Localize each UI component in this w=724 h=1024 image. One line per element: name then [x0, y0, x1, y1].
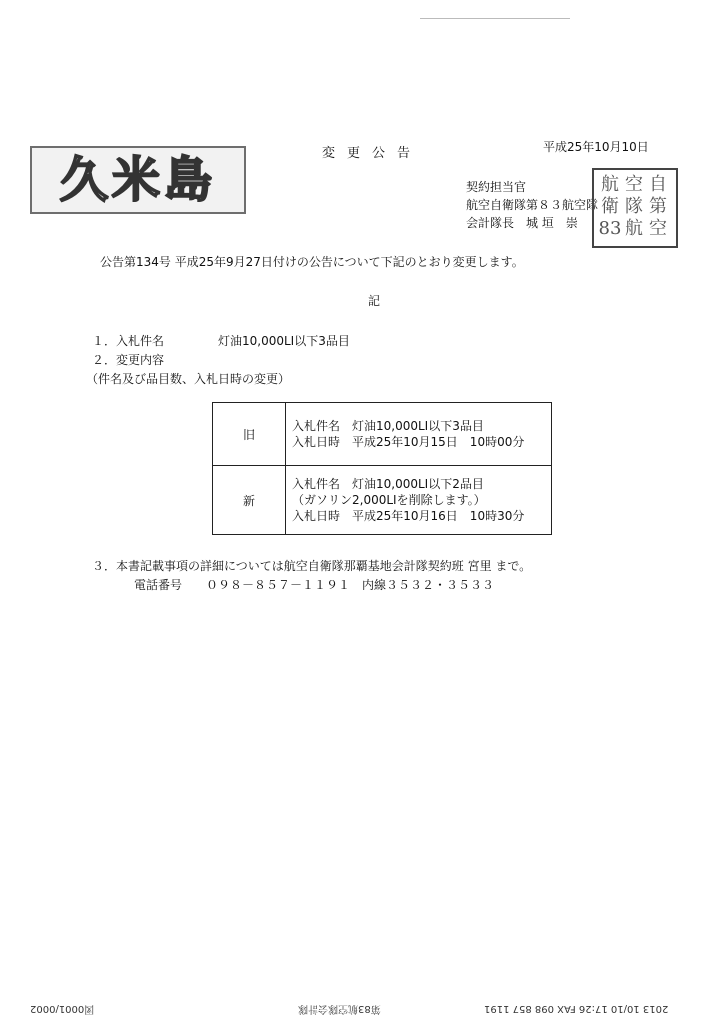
sender-name: 会計隊長 城 垣 崇 — [466, 216, 578, 230]
seal-char: 自 — [649, 174, 667, 195]
footer-page-count: 図0001/0002 — [30, 1003, 95, 1014]
notice-date: 平成25年10月10日 — [543, 140, 649, 154]
new-detail — [286, 466, 552, 535]
ki-heading: 記 — [368, 294, 381, 308]
lead-paragraph: 公告第134号 平成25年9月27日付けの公告について下記のとおり変更します。 — [100, 255, 524, 269]
old-line-2: 入札日時 平成25年10月15日 10時00分 — [292, 435, 525, 449]
footer-fax-header: 2013 10/10 17:26 FAX 098 857 1191 — [484, 1003, 669, 1014]
old-line-1: 入札件名 灯油10,000LI以下3品目 — [292, 419, 484, 433]
footer-unit: 第83航空隊会計隊 — [298, 1003, 381, 1014]
kumejima-stamp — [30, 146, 246, 214]
item1-label: １．入札件名 — [92, 334, 165, 348]
change-table — [212, 402, 552, 535]
seal-char: 空 — [649, 218, 667, 239]
new-label: 新 — [213, 466, 286, 535]
notice-title: 変更公告 — [322, 146, 423, 161]
stamp-text: 久米島 — [59, 152, 216, 208]
old-label: 旧 — [213, 403, 286, 466]
table-row-new — [213, 466, 552, 535]
seal-char: 第 — [649, 196, 667, 217]
item3-text: ３．本書記載事項の詳細については航空自衛隊那覇基地会計隊契約班 宮里 まで。 — [92, 559, 532, 573]
sender-unit: 航空自衛隊第８３航空隊 — [466, 198, 599, 212]
official-seal — [592, 168, 678, 248]
table-row-old — [213, 403, 552, 466]
seal-char: 航 — [625, 218, 643, 239]
new-line-1: 入札件名 灯油10,000LI以下2品目 — [292, 477, 484, 491]
new-line-3: 入札日時 平成25年10月16日 10時30分 — [292, 509, 525, 523]
seal-char: 空 — [625, 174, 643, 195]
item2-label: ２．変更内容 — [92, 353, 165, 367]
seal-char: 衛 — [601, 196, 619, 217]
old-detail — [286, 403, 552, 466]
item1-value: 灯油10,000LI以下3品目 — [218, 334, 350, 348]
new-line-2: （ガソリン2,000LIを削除します。） — [292, 493, 486, 507]
seal-char: 航 — [601, 174, 619, 195]
phone-label: 電話番号 — [134, 578, 183, 592]
scan-artifact-line — [420, 18, 570, 19]
seal-char: 83 — [598, 218, 622, 239]
item2-note: （件名及び品目数、入札日時の変更） — [86, 372, 291, 386]
seal-char: 隊 — [625, 196, 643, 217]
phone-value: ０９８－８５７－１１９１ 内線３５３２・３５３３ — [206, 578, 495, 592]
sender-title: 契約担当官 — [466, 180, 527, 194]
